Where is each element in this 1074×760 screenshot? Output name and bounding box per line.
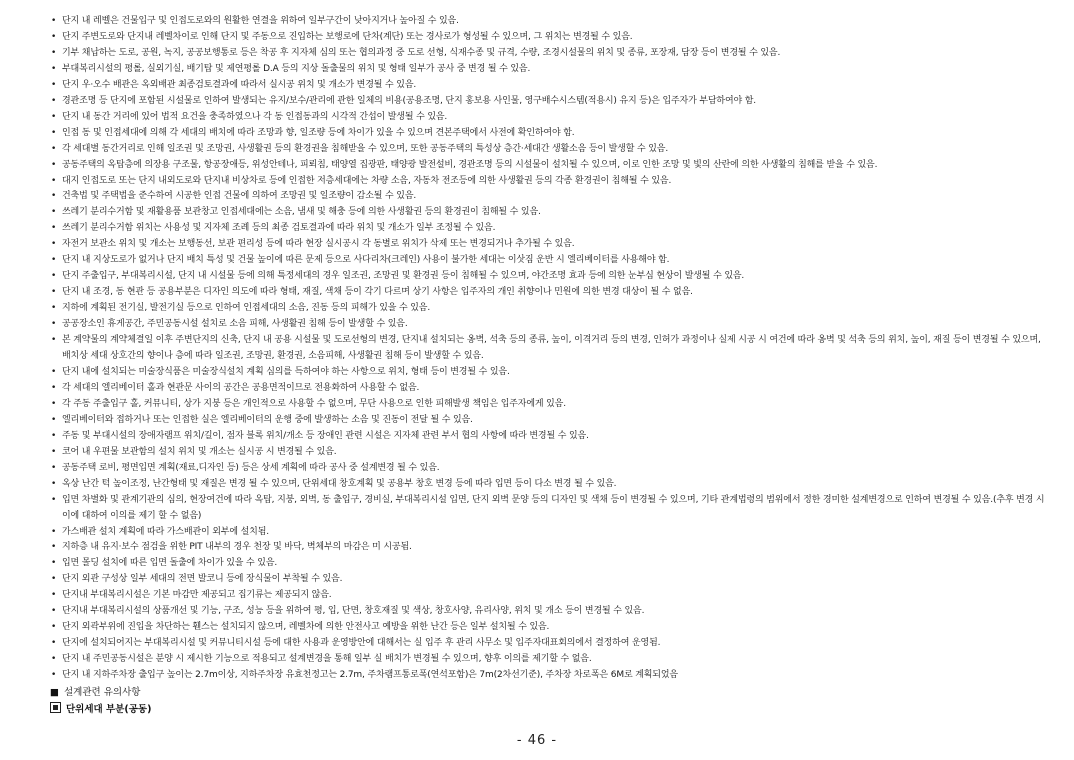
note-item bbox=[50, 365, 1050, 381]
bullet-dot-icon: • bbox=[51, 255, 57, 266]
note-text: 인접 동 및 인접세대에 의해 각 세대의 배치에 따라 조망과 향, 일조량 등에 차이가 있을 수 있으며 견본주택에서 사전에 확인하여야 함. bbox=[62, 127, 575, 138]
bullet-dot-icon: • bbox=[51, 366, 57, 377]
bullet-dot-icon: • bbox=[51, 127, 57, 138]
bullet-dot-icon: • bbox=[51, 271, 57, 282]
bullet-dot-icon: • bbox=[51, 16, 57, 26]
note-text: 단지 주출입구, 부대복리시설, 단지 내 시설물 등에 의해 특정세대의 경우 일조권, 조망권 및 환경권 등이 침해될 수 있으며, 야간조명 효과 등에 의한 눈부심 현상이 발생될 수 있음. bbox=[62, 271, 745, 282]
bullet-dot-icon: • bbox=[51, 239, 57, 250]
note-text: 본 계약물의 계약체결일 이후 주변단지의 신축, 단지 내 공용 시설물 및 도로선형의 변경, 단지내 설치되는 옹벽, 석축 등의 종류, 높이, 이격거리 등의 변경, 인허가 과정이나 실제 시공 시 여건에 따라 옹벽 및 석축 등의 위치, 높이, 재질 등이 변경될 수 있으며, 배치상 세대 상호간의 향이나 층에 따라 일조권, 조망권, 환경권, 소음피해, 사생활권 침해 등이 발생할 수 있음. bbox=[62, 335, 1041, 362]
note-text: 경관조명 등 단지에 포함된 시설물로 인하여 발생되는 유지/보수/관리에 관한 일체의 비용(공용조명, 단지 홍보용 사인물, 영구배수시스템(적용시) 유지 등)은 입주자가 부담하여야 함. bbox=[62, 95, 757, 106]
bullet-dot-icon: • bbox=[51, 670, 57, 681]
note-text: 각 세대별 동간거리로 인해 일조권 및 조망권, 사생활권 등의 환경권을 침해받을 수 있으며, 또한 공동주택의 특성상 층간·세대간 생활소음 등이 발생할 수 있음. bbox=[62, 143, 669, 154]
bullet-dot-icon: • bbox=[51, 191, 57, 202]
note-item bbox=[50, 445, 1050, 461]
note-text: 지하에 계획된 전기실, 발전기실 등으로 인하여 인접세대의 소음, 진동 등의 피해가 있을 수 있음. bbox=[62, 303, 431, 314]
note-item bbox=[50, 556, 1050, 572]
bullet-dot-icon: • bbox=[51, 542, 57, 553]
note-text: 단지 내 지상도로가 없거나 단지 배치 특성 및 건물 높이에 따른 문제 등으로 사다리차(크레인) 사용이 불가한 세대는 이삿짐 운반 시 엘리베이터를 사용해야 함. bbox=[62, 255, 670, 266]
note-item bbox=[50, 461, 1050, 477]
bullet-dot-icon: • bbox=[51, 558, 57, 569]
note-item bbox=[50, 301, 1050, 317]
note-text: 쓰레기 분리수거함 및 재활용품 보관창고 인접세대에는 소음, 냄새 및 해충 등에 의한 사생활권 등의 환경권이 침해될 수 있음. bbox=[62, 207, 541, 218]
bullet-dot-icon: • bbox=[51, 446, 57, 457]
note-item bbox=[50, 142, 1050, 158]
note-text: 코어 내 우편물 보관함의 설치 위치 및 개소는 실시공 시 변경될 수 있음. bbox=[62, 446, 337, 457]
note-text: 공공장소인 휴게공간, 주민공동시설 설치로 소음 피해, 사생활권 침해 등이 발생할 수 있음. bbox=[62, 319, 408, 330]
note-item bbox=[50, 540, 1050, 556]
section-square-icon: ■ bbox=[50, 687, 59, 699]
note-text: 옥상 난간 턱 높이조정, 난간형태 및 재질은 변경 될 수 있으며, 단위세대 창호계획 및 공용부 창호 변경 등에 따라 입면 등이 다소 변경 될 수 있음. bbox=[62, 478, 617, 489]
note-item bbox=[50, 525, 1050, 541]
note-text: 가스배관 설치 계획에 따라 가스배관이 외부에 설치됨. bbox=[62, 526, 269, 537]
section-heading bbox=[50, 685, 1050, 701]
bullet-dot-icon: • bbox=[51, 303, 57, 314]
bullet-dot-icon: • bbox=[51, 462, 57, 473]
bullet-dot-icon: • bbox=[51, 478, 57, 489]
note-item bbox=[50, 46, 1050, 62]
note-item bbox=[50, 429, 1050, 445]
note-text: 단지 주변도로와 단지내 레벨차이로 인해 단지 및 주동으로 진입하는 보행로에 단차(계단) 또는 경사로가 형성될 수 있으며, 그 위치는 변경될 수 있음. bbox=[62, 31, 633, 42]
note-item bbox=[50, 572, 1050, 588]
bullet-dot-icon: • bbox=[51, 175, 57, 186]
note-item bbox=[50, 413, 1050, 429]
note-item bbox=[50, 237, 1050, 253]
note-text: 단지에 설치되어지는 부대복리시설 및 커뮤니티시설 등에 대한 사용과 운영방안에 대해서는 실 입주 후 관리 사무소 및 입주자대표회의에서 결정하여 운영됨. bbox=[62, 638, 661, 649]
note-text: 단지 내 동간 거리에 있어 법적 요건을 충족하였으나 각 동 인접동과의 시각적 간섭이 발생될 수 있음. bbox=[62, 111, 448, 122]
note-item bbox=[50, 620, 1050, 636]
note-item bbox=[50, 174, 1050, 190]
bullet-dot-icon: • bbox=[51, 574, 57, 585]
bullet-dot-icon: • bbox=[51, 95, 57, 106]
bullet-dot-icon: • bbox=[51, 223, 57, 234]
note-text: 단지 내 주민공동시설은 분양 시 제시한 기능으로 적용되고 설계변경을 통해 일부 실 배치가 변경될 수 있으며, 향후 이의를 제기할 수 없음. bbox=[62, 654, 592, 665]
note-text: 각 세대의 엘리베이터 홀과 현관문 사이의 공간은 공용면적이므로 전용화하여 사용할 수 없음. bbox=[62, 382, 420, 393]
note-item bbox=[50, 189, 1050, 205]
bullet-dot-icon: • bbox=[51, 335, 57, 346]
bullet-dot-icon: • bbox=[51, 654, 57, 665]
bullet-dot-icon: • bbox=[51, 143, 57, 154]
note-item bbox=[50, 14, 1050, 30]
note-item bbox=[50, 205, 1050, 221]
note-text: 단지 내 지하주차장 출입구 높이는 2.7m이상, 지하주차장 유효천정고는 2.7m, 주차램프통로폭(연석포함)은 7m(2차선기준), 주차장 차로폭은 6M로 계획되었음 bbox=[62, 670, 678, 681]
subsection-heading bbox=[50, 702, 1050, 718]
note-item bbox=[50, 333, 1050, 365]
note-item bbox=[50, 668, 1050, 684]
bullet-dot-icon: • bbox=[51, 47, 57, 58]
note-item bbox=[50, 94, 1050, 110]
subsection-title: 단위세대 부분(공동) bbox=[66, 704, 152, 716]
note-text: 단지 외곽부위에 진입을 차단하는 휀스는 설치되지 않으며, 레벨차에 의한 안전사고 예방을 위한 난간 등은 일부 설치될 수 있음. bbox=[62, 622, 550, 633]
note-item bbox=[50, 652, 1050, 668]
note-text: 쓰레기 분리수거함 위치는 사용성 및 지자체 조례 등의 최종 검토결과에 따라 위치 및 개소가 일부 조정될 수 있음. bbox=[62, 223, 496, 234]
bullet-dot-icon: • bbox=[51, 31, 57, 42]
bullet-dot-icon: • bbox=[51, 638, 57, 649]
note-item bbox=[50, 397, 1050, 413]
note-item bbox=[50, 62, 1050, 78]
note-text: 부대복리시설의 평롤, 실외기실, 배기탑 및 제연평롤 D.A 등의 지상 돌출물의 위치 및 형태 일부가 공사 중 변경 될 수 있음. bbox=[62, 63, 531, 74]
note-item bbox=[50, 110, 1050, 126]
note-text: 입면 몰딩 설치에 따른 입면 돌출에 차이가 있을 수 있음. bbox=[62, 558, 278, 569]
note-text: 건축법 및 주택법을 준수하여 시공한 인접 건물에 의하여 조망권 및 일조량이 감소될 수 있음. bbox=[62, 191, 417, 202]
note-item bbox=[50, 604, 1050, 620]
bullet-dot-icon: • bbox=[51, 494, 57, 505]
note-item bbox=[50, 477, 1050, 493]
note-text: 단지내 부대복리시설의 상품개선 및 기능, 구조, 성능 등을 위하여 평, 입, 단면, 창호재질 및 색상, 창호사양, 유리사양, 위치 및 개소 등이 변경될 수 있음. bbox=[62, 606, 645, 617]
bullet-dot-icon: • bbox=[51, 287, 57, 298]
note-item bbox=[50, 30, 1050, 46]
note-text: 자전거 보관소 위치 및 개소는 보행동선, 보관 편리성 등에 따라 현장 실시공시 각 동별로 위치가 삭제 또는 변경되거나 추가될 수 있음. bbox=[62, 239, 575, 250]
document-body bbox=[50, 14, 1050, 718]
notes-list bbox=[50, 14, 1050, 684]
note-text: 각 주동 주출입구 홀, 커뮤니티, 상가 지붕 등은 개인적으로 사용할 수 없으며, 무단 사용으로 인한 피해발생 책임은 입주자에게 있음. bbox=[62, 398, 566, 409]
note-item bbox=[50, 636, 1050, 652]
note-text: 단지내 부대복리시설은 기본 마감만 제공되고 집기류는 제공되지 않음. bbox=[62, 590, 332, 601]
note-item bbox=[50, 317, 1050, 333]
bullet-dot-icon: • bbox=[51, 111, 57, 122]
note-item bbox=[50, 253, 1050, 269]
note-text: 단지 외관 구성상 일부 세대의 전면 발코니 등에 장식물이 부착될 수 있음. bbox=[62, 574, 343, 585]
bullet-dot-icon: • bbox=[51, 398, 57, 409]
checkbox-square-icon bbox=[50, 702, 61, 713]
bullet-dot-icon: • bbox=[51, 319, 57, 330]
page-number: - 46 - bbox=[516, 733, 558, 748]
bullet-dot-icon: • bbox=[51, 590, 57, 601]
note-text: 단지 내 레벨은 건물입구 및 인접도로와의 원활한 연결을 위하여 일부구간이 낮아지거나 높아질 수 있음. bbox=[62, 16, 459, 26]
note-text: 공동주택 로비, 평면입면 계획(재료,디자인 등) 등은 상세 계획에 따라 공사 중 설계변경 될 수 있음. bbox=[62, 462, 440, 473]
note-text: 단지 우·오수 배관은 옥외배관 최종검토결과에 따라서 실시공 위치 및 개소가 변경될 수 있음. bbox=[62, 79, 417, 90]
note-item bbox=[50, 221, 1050, 237]
note-item bbox=[50, 126, 1050, 142]
section-title: 설계관련 유의사항 bbox=[64, 687, 141, 699]
bullet-dot-icon: • bbox=[51, 382, 57, 393]
bullet-dot-icon: • bbox=[51, 606, 57, 617]
note-item bbox=[50, 381, 1050, 397]
bullet-dot-icon: • bbox=[51, 159, 57, 170]
bullet-dot-icon: • bbox=[51, 622, 57, 633]
bullet-dot-icon: • bbox=[51, 63, 57, 74]
note-text: 단지 내에 설치되는 미술장식품은 미술장식설치 계획 심의를 득하여야 하는 사항으로 위치, 형태 등이 변경될 수 있음. bbox=[62, 366, 510, 377]
note-item bbox=[50, 493, 1050, 525]
note-item bbox=[50, 158, 1050, 174]
note-item bbox=[50, 285, 1050, 301]
note-text: 기부 채납하는 도로, 공원, 녹지, 공공보행통로 등은 착공 후 지자체 심의 또는 협의과정 중 도로 선형, 식재수종 및 규격, 수량, 조경시설물의 위치 및 종류, 포장재, 담장 등이 변경될 수 있음. bbox=[62, 47, 781, 58]
note-text: 단지 내 조경, 동 현관 등 공용부분은 디자인 의도에 따라 형태, 재질, 색채 등이 각기 다르며 상기 사항은 입주자의 개인 취향이나 민원에 의한 변경 대상이 될 수 없음. bbox=[62, 287, 693, 298]
note-text: 엘리베이터와 접하거나 또는 인접한 실은 엘리베이터의 운행 중에 발생하는 소음 및 진동이 전달 될 수 있음. bbox=[62, 414, 473, 425]
bullet-dot-icon: • bbox=[51, 79, 57, 90]
note-text: 입면 차별화 및 관계기관의 심의, 현장여건에 따라 옥탑, 지붕, 외벽, 동 출입구, 경비실, 부대복리시설 입면, 단지 외벽 문양 등의 디자인 및 색채 등이 변경될 수 있으며, 기타 관계법령의 범위에서 정한 경미한 설계변경으로 인하여 변경될 수 있음.(추후 변경 시 이에 대하여 이의를 제기 할 수 없음) bbox=[62, 494, 1045, 521]
note-item bbox=[50, 78, 1050, 94]
note-text: 대지 인접도로 또는 단지 내외도로와 단지내 비상차로 등에 인접한 저층세대에는 차량 소음, 자동차 전조등에 의한 사생활권 등의 각종 환경권이 침해될 수 있음. bbox=[62, 175, 672, 186]
bullet-dot-icon: • bbox=[51, 414, 57, 425]
note-text: 주동 및 부대시설의 장애자램프 위치/길이, 점자 블록 위치/개소 등 장애인 관련 시설은 지자체 관련 부서 협의 사항에 따라 변경될 수 있음. bbox=[62, 430, 589, 441]
bullet-dot-icon: • bbox=[51, 526, 57, 537]
bullet-dot-icon: • bbox=[51, 430, 57, 441]
note-item bbox=[50, 269, 1050, 285]
note-item bbox=[50, 588, 1050, 604]
bullet-dot-icon: • bbox=[51, 207, 57, 218]
note-text: 지하층 내 유지·보수 점검을 위한 PIT 내부의 경우 천장 및 바닥, 벽체부의 마감은 미 시공됨. bbox=[62, 542, 412, 553]
note-text: 공동주택의 옥탑층에 의장용 구조물, 항공장애등, 위성안테나, 피뢰침, 태양열 집광판, 태양광 발전설비, 경관조명 등의 시설물이 설치될 수 있으며, 이로 인한 조망 및 빛의 산란에 의한 사생활의 침해를 받을 수 있음. bbox=[62, 159, 878, 170]
